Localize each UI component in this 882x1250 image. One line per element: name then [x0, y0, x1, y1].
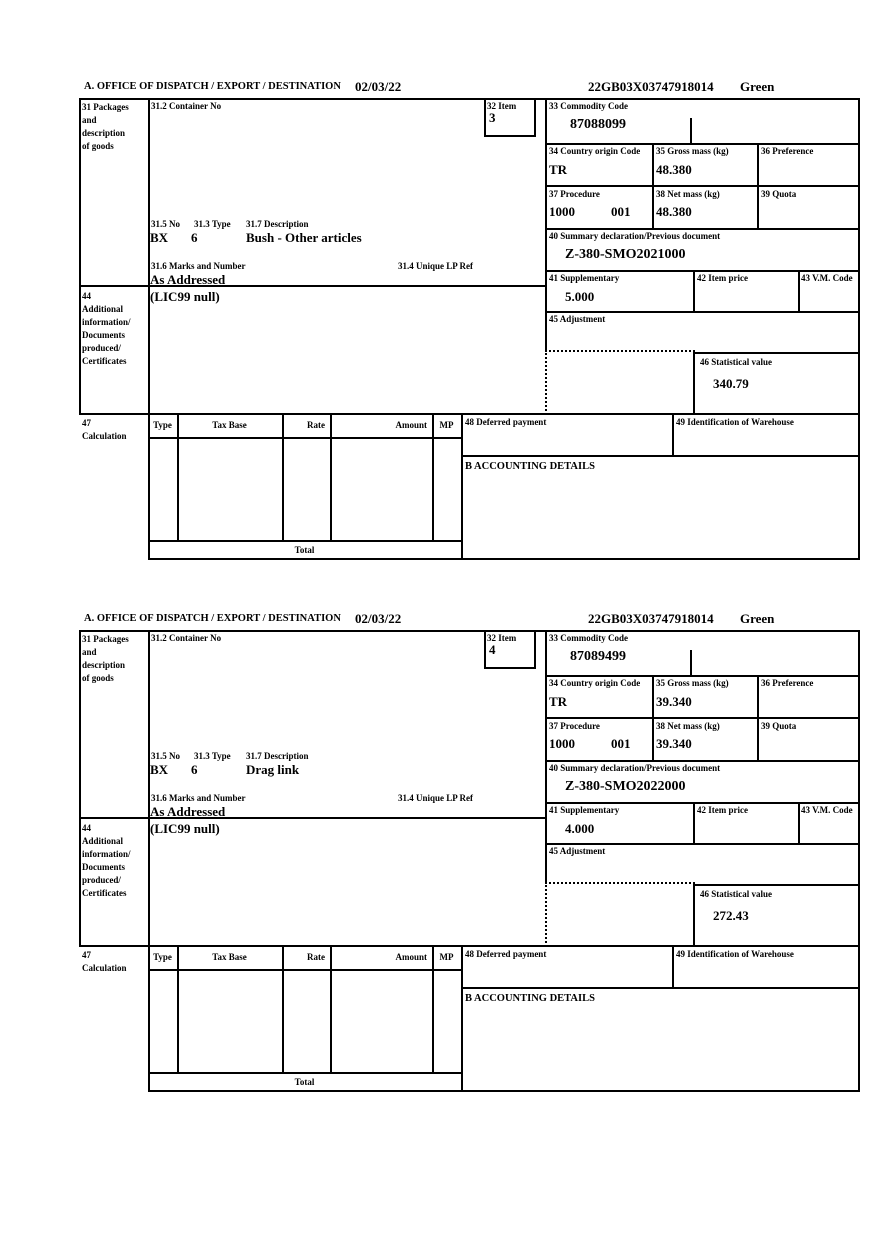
box31-2-label: 31.2 Container No	[151, 101, 222, 111]
border-line	[330, 945, 332, 1074]
box38-label: 38 Net mass (kg)	[656, 721, 720, 731]
summary-declaration-value: Z-380-SMO2022000	[565, 779, 686, 794]
border-line	[461, 1090, 860, 1092]
box46-label: 46 Statistical value	[700, 357, 772, 367]
border-line	[545, 630, 547, 882]
border-line	[148, 630, 150, 945]
border-line	[79, 98, 860, 100]
net-mass-value: 39.340	[656, 736, 692, 751]
border-line	[79, 98, 81, 415]
box43-label: 43 V.M. Code	[801, 273, 853, 283]
border-line	[858, 98, 860, 560]
border-line	[461, 558, 860, 560]
box42-label: 42 Item price	[697, 805, 748, 815]
dotted-line	[545, 882, 695, 884]
border-line	[690, 650, 692, 677]
border-line	[461, 413, 463, 560]
box31-5-label: 31.5 No	[151, 219, 180, 229]
box31-4-label: 31.4 Unique LP Ref	[398, 261, 474, 271]
procedure-ext-value: 001	[611, 736, 631, 751]
border-line	[432, 945, 434, 1074]
calc-col-amount: Amount	[395, 420, 427, 430]
box47-label: 47 Calculation	[82, 418, 127, 441]
calc-col-type: Type	[153, 420, 172, 430]
marks-value: As Addressed	[150, 272, 226, 287]
border-line	[693, 352, 860, 354]
border-line	[545, 143, 860, 145]
supplementary-units-value: 4.000	[565, 821, 595, 836]
additional-info-value: (LIC99 null)	[150, 821, 220, 836]
border-line	[79, 413, 860, 415]
border-line	[148, 98, 150, 413]
border-line	[330, 413, 332, 542]
dotted-line	[545, 350, 695, 352]
box31-3-label: 31.3 Type	[194, 219, 231, 229]
border-line	[461, 455, 860, 457]
gross-mass-value: 39.340	[656, 694, 692, 709]
border-line	[798, 270, 800, 313]
procedure-ext-value: 001	[611, 204, 631, 219]
calc-col-mp: MP	[439, 952, 454, 962]
net-mass-value: 48.380	[656, 204, 692, 219]
routing-status: Green	[740, 611, 775, 626]
box49-label: 49 Identification of Warehouse	[676, 949, 794, 959]
border-line	[148, 1090, 463, 1092]
border-line	[693, 884, 695, 947]
calc-total-label: Total	[294, 545, 315, 555]
calc-col-tax-base: Tax Base	[212, 952, 247, 962]
border-line	[693, 884, 860, 886]
customs-item-block-2	[79, 612, 860, 1094]
box36-label: 36 Preference	[761, 678, 814, 688]
box35-label: 35 Gross mass (kg)	[656, 678, 729, 688]
border-line	[79, 630, 860, 632]
calc-col-type: Type	[153, 952, 172, 962]
border-line	[177, 413, 179, 542]
calc-col-rate: Rate	[307, 420, 325, 430]
office-of-dispatch-header: A. OFFICE OF DISPATCH / EXPORT / DESTINATION	[84, 81, 341, 92]
border-line	[484, 667, 536, 669]
accounting-details-label: B ACCOUNTING DETAILS	[465, 461, 595, 472]
box41-label: 41 Supplementary	[549, 273, 620, 283]
box38-label: 38 Net mass (kg)	[656, 189, 720, 199]
gross-mass-value: 48.380	[656, 162, 692, 177]
routing-status: Green	[740, 79, 775, 94]
declaration-reference: 22GB03X03747918014	[588, 611, 714, 626]
border-line	[461, 945, 463, 1092]
box32-label: 32 Item	[487, 101, 517, 111]
box43-label: 43 V.M. Code	[801, 805, 853, 815]
border-line	[545, 760, 860, 762]
dotted-line	[545, 350, 547, 415]
border-line	[484, 135, 536, 137]
calc-total-label: Total	[294, 1077, 315, 1087]
box31-7-label: 31.7 Description	[246, 219, 309, 229]
border-line	[148, 437, 463, 439]
box39-label: 39 Quota	[761, 189, 797, 199]
border-line	[545, 675, 860, 677]
declaration-date: 02/03/22	[355, 611, 402, 626]
box49-label: 49 Identification of Warehouse	[676, 417, 794, 427]
customs-item-block-1	[79, 80, 860, 562]
procedure-code-value: 1000	[549, 204, 575, 219]
box40-label: 40 Summary declaration/Previous document	[549, 763, 721, 773]
box31-3-label: 31.3 Type	[194, 751, 231, 761]
box37-label: 37 Procedure	[549, 721, 600, 731]
box36-label: 36 Preference	[761, 146, 814, 156]
box31-5-label: 31.5 No	[151, 751, 180, 761]
border-line	[148, 558, 463, 560]
calc-col-amount: Amount	[395, 952, 427, 962]
border-line	[432, 413, 434, 542]
item-number-value: 3	[489, 110, 496, 125]
box39-label: 39 Quota	[761, 721, 797, 731]
supplementary-units-value: 5.000	[565, 289, 595, 304]
box31-6-label: 31.6 Marks and Number	[151, 261, 246, 271]
office-of-dispatch-header: A. OFFICE OF DISPATCH / EXPORT / DESTINATION	[84, 613, 341, 624]
box44-label: 44 Additional information/ Documents produced/ Certificates	[82, 291, 131, 366]
border-line	[148, 945, 150, 1092]
procedure-code-value: 1000	[549, 736, 575, 751]
border-line	[148, 1072, 463, 1074]
border-line	[545, 98, 547, 350]
border-line	[545, 270, 860, 272]
box31-2-label: 31.2 Container No	[151, 633, 222, 643]
border-line	[282, 945, 284, 1074]
item-number-value: 4	[489, 642, 496, 657]
box33-label: 33 Commodity Code	[549, 101, 628, 111]
box31-7-label: 31.7 Description	[246, 751, 309, 761]
box31-label: 31 Packages and description of goods	[82, 102, 129, 151]
border-line	[693, 270, 695, 313]
declaration-date: 02/03/22	[355, 79, 402, 94]
border-line	[148, 413, 150, 560]
border-line	[545, 843, 860, 845]
border-line	[757, 143, 759, 230]
box31-6-label: 31.6 Marks and Number	[151, 793, 246, 803]
box33-label: 33 Commodity Code	[549, 633, 628, 643]
package-type-value: 6	[191, 762, 198, 777]
border-line	[545, 311, 860, 313]
border-line	[545, 228, 860, 230]
border-line	[693, 352, 695, 415]
origin-country-value: TR	[549, 162, 568, 177]
border-line	[484, 98, 486, 137]
border-line	[461, 987, 860, 989]
border-line	[652, 675, 654, 762]
statistical-value: 340.79	[713, 376, 749, 391]
declaration-reference: 22GB03X03747918014	[588, 79, 714, 94]
border-line	[652, 143, 654, 230]
marks-value: As Addressed	[150, 804, 226, 819]
goods-description-value: Bush - Other articles	[246, 230, 362, 245]
dotted-line	[545, 882, 547, 947]
border-line	[693, 802, 695, 845]
origin-country-value: TR	[549, 694, 568, 709]
accounting-details-label: B ACCOUNTING DETAILS	[465, 993, 595, 1004]
box34-label: 34 Country origin Code	[549, 678, 641, 688]
box45-label: 45 Adjustment	[549, 314, 606, 324]
border-line	[148, 969, 463, 971]
box35-label: 35 Gross mass (kg)	[656, 146, 729, 156]
additional-info-value: (LIC99 null)	[150, 289, 220, 304]
box31-label: 31 Packages and description of goods	[82, 634, 129, 683]
commodity-code-value: 87089499	[570, 649, 626, 664]
border-line	[534, 98, 536, 137]
summary-declaration-value: Z-380-SMO2021000	[565, 247, 686, 262]
box42-label: 42 Item price	[697, 273, 748, 283]
goods-description-value: Drag link	[246, 762, 300, 777]
border-line	[79, 945, 860, 947]
border-line	[177, 945, 179, 1074]
border-line	[79, 630, 81, 947]
package-count-value: BX	[150, 762, 169, 777]
box44-label: 44 Additional information/ Documents produced/ Certificates	[82, 823, 131, 898]
package-count-value: BX	[150, 230, 169, 245]
box45-label: 45 Adjustment	[549, 846, 606, 856]
box47-label: 47 Calculation	[82, 950, 127, 973]
box31-4-label: 31.4 Unique LP Ref	[398, 793, 474, 803]
box32-label: 32 Item	[487, 633, 517, 643]
box46-label: 46 Statistical value	[700, 889, 772, 899]
border-line	[672, 945, 674, 989]
box41-label: 41 Supplementary	[549, 805, 620, 815]
commodity-code-value: 87088099	[570, 117, 626, 132]
border-line	[545, 802, 860, 804]
border-line	[545, 185, 860, 187]
calc-col-mp: MP	[439, 420, 454, 430]
border-line	[858, 630, 860, 1092]
border-line	[534, 630, 536, 669]
border-line	[757, 675, 759, 762]
border-line	[798, 802, 800, 845]
border-line	[148, 540, 463, 542]
box48-label: 48 Deferred payment	[465, 949, 547, 959]
border-line	[545, 717, 860, 719]
statistical-value: 272.43	[713, 908, 749, 923]
calc-col-tax-base: Tax Base	[212, 420, 247, 430]
box37-label: 37 Procedure	[549, 189, 600, 199]
border-line	[672, 413, 674, 457]
box34-label: 34 Country origin Code	[549, 146, 641, 156]
border-line	[484, 630, 486, 669]
border-line	[690, 118, 692, 145]
box48-label: 48 Deferred payment	[465, 417, 547, 427]
package-type-value: 6	[191, 230, 198, 245]
calc-col-rate: Rate	[307, 952, 325, 962]
border-line	[282, 413, 284, 542]
box40-label: 40 Summary declaration/Previous document	[549, 231, 721, 241]
